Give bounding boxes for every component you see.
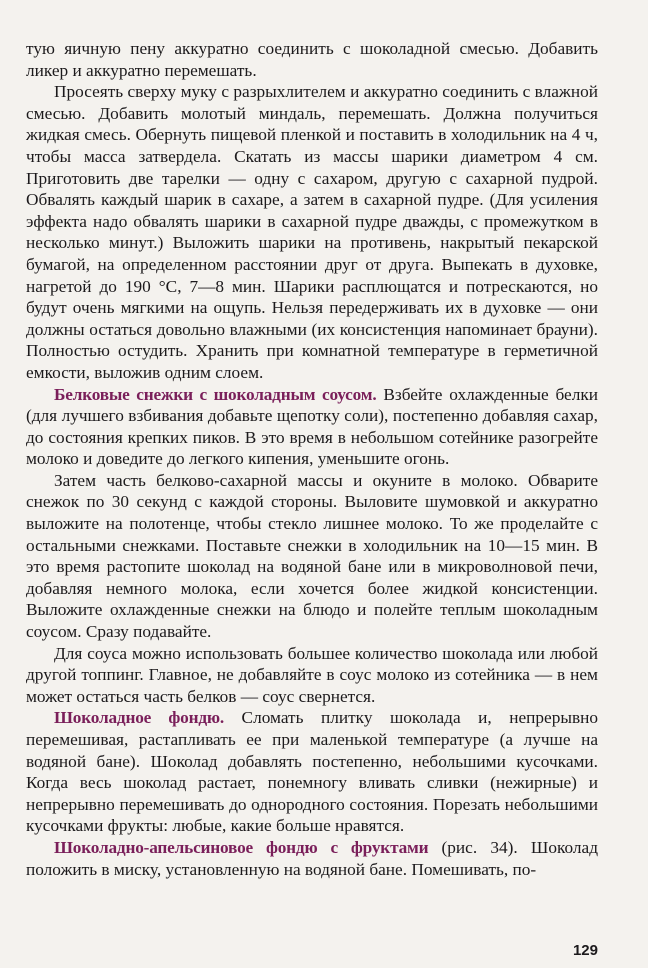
page-body: [26, 38, 598, 880]
paragraph-text: (рис. 34). Шоколад положить в миску, установленную на водяной бане. Помешивать, по-: [26, 837, 598, 879]
paragraph-sauce-note: [26, 643, 598, 708]
paragraph-fondue-recipe: [26, 707, 598, 837]
recipe-heading: Шоколадно-апельсиновое фондю с фруктами: [54, 837, 429, 857]
paragraph-text: тую яичную пену аккуратно соединить с шоколадной смесью. Добавить ликер и аккуратно перемешать.: [26, 39, 598, 80]
paragraph-cookie-steps: [26, 81, 598, 383]
paragraph-continuation: [26, 38, 598, 81]
paragraph-text: Просеять сверху муку с разрыхлителем и аккуратно соединить с влажной смесью. Добавить молотый миндаль, перемешать. Должна получиться жидкая смесь. Обернуть пищевой пленкой и поставить в холодильник на 4 ч, чтобы масса затвердела. Скатать из массы шарики диаметром 4 см. Приготовить две тарелки — одну с сахаром, другую с сахарной пудрой. Обвалять каждый шарик в сахаре, а затем в сахарной пудре. (Для усиления эффекта надо обвалять шарики в сахарной пудре дважды, с промежутком в несколько минут.) Выложить шарики на противень, накрытый пекарской бумагой, на определенном расстоянии друг от друга. Выпекать в духовке, нагретой до 190 °С, 7—8 мин. Шарики расплющатся и потрескаются, но будут очень мягкими на ощупь. Нельзя передерживать их в духовке — они должны остаться довольно влажными (их консистенция напоминает брауни). Полностью остудить. Хранить при комнатной температуре в герметичной емкости, выложив одним слоем.: [26, 82, 598, 382]
page-number: 129: [572, 942, 598, 959]
recipe-heading: Белковые снежки с шоколадным соусом.: [54, 384, 377, 404]
recipe-heading: Шоколадное фондю.: [54, 708, 225, 728]
paragraph-text: Для соуса можно использовать большее количество шоколада или любой другой топпинг. Главное, не добавляйте в соус молоко из сотейника — в нем может остаться часть белков — соус свернется.: [26, 643, 598, 706]
paragraph-text: Взбейте охлажденные белки (для лучшего взбивания добавьте щепотку соли), постепенно добавляя сахар, до состояния крепких пиков. В это время в небольшом сотейнике разогрейте молоко и доведите до легкого кипения, уменьшите огонь.: [26, 384, 598, 469]
paragraph-text: Затем часть белково-сахарной массы и окуните в молоко. Обварите снежок по 30 секунд с каждой стороны. Выловите шумовкой и аккуратно выложите на полотенце, чтобы стекло лишнее молоко. То же проделайте с остальными снежками. Поставьте снежки в холодильник на 10—15 мин. В это время растопите шоколад на водяной бане или в микроволновой печи, добавляя немного молока, если хочется более жидкой консистенции. Выложите охлажденные снежки на блюдо и полейте теплым шоколадным соусом. Сразу подавайте.: [26, 470, 598, 642]
paragraph-snowballs-recipe: [26, 384, 598, 470]
paragraph-snowballs-steps: [26, 470, 598, 643]
paragraph-text: Сломать плитку шоколада и, непрерывно перемешивая, растапливать ее при маленькой температуре (а лучше на водяной бане). Шоколад добавлять постепенно, небольшими кусочками. Когда весь шоколад растает, понемногу вливать сливки (нежирные) и непрерывно перемешивать до однородного состояния. Порезать небольшими кусочками фрукты: любые, какие больше нравятся.: [26, 708, 598, 836]
paragraph-orange-fondue-recipe: [26, 837, 598, 880]
